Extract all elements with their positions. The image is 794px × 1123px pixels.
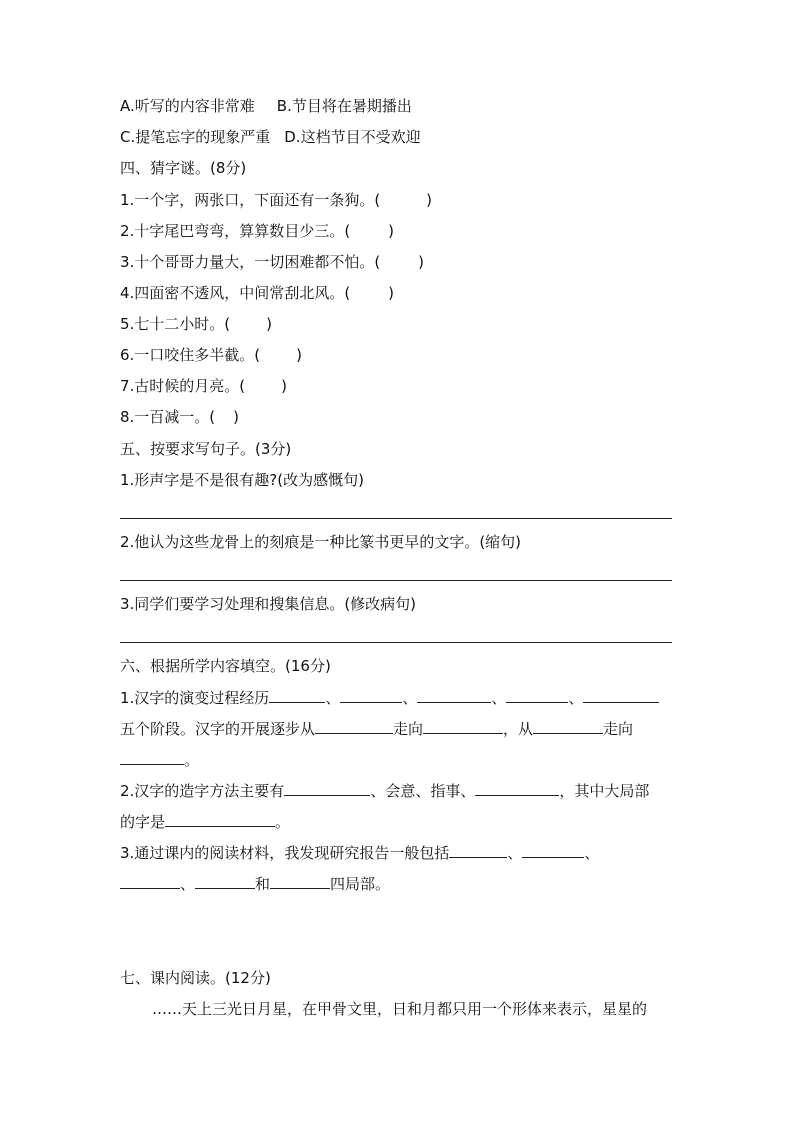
- section-6-heading: 六、根据所学内容填空。(16分): [120, 657, 331, 675]
- fill-blank[interactable]: [533, 719, 603, 734]
- fill-blank[interactable]: [269, 688, 325, 703]
- section-5-heading: 五、按要求写句子。(3分): [120, 440, 292, 458]
- option-c: C.提笔忘字的现象严重: [120, 128, 271, 146]
- reading-passage: ……天上三光日月星，在甲骨文里，日和月都只用一个形体来表示，星星的: [152, 1000, 648, 1018]
- answer-line-3[interactable]: [120, 642, 672, 643]
- fill-q2-line1: 2.汉字的造字方法主要有 、会意、指事、 ，其中大局部: [120, 782, 650, 800]
- fill-q2-line2: 的字是 。: [120, 813, 291, 831]
- option-b: B.节目将在暑期播出: [276, 97, 412, 115]
- riddle-2: 2.十字尾巴弯弯，算算数目少三。( ): [120, 222, 395, 240]
- fill-blank[interactable]: [340, 688, 402, 703]
- sentence-task-2: 2.他认为这些龙骨上的刻痕是一种比篆书更早的文字。(缩句): [120, 533, 522, 551]
- riddle-7: 7.古时候的月亮。( ): [120, 377, 288, 395]
- fill-blank[interactable]: [284, 781, 370, 796]
- fill-blank[interactable]: [475, 781, 559, 796]
- fill-blank[interactable]: [315, 719, 393, 734]
- fill-blank[interactable]: [165, 812, 275, 827]
- riddle-5: 5.七十二小时。( ): [120, 315, 273, 333]
- answer-line-1[interactable]: [120, 518, 672, 519]
- fill-q1-line1: 1.汉字的演变过程经历 、 、 、 、: [120, 688, 659, 708]
- sentence-task-1: 1.形声字是不是很有趣?(改为感慨句): [120, 471, 364, 489]
- fill-q3-line2: 、 和 四局部。: [120, 874, 390, 894]
- sentence-task-3: 3.同学们要学习处理和搜集信息。(修改病句): [120, 595, 417, 613]
- fill-blank[interactable]: [195, 874, 255, 889]
- fill-blank[interactable]: [583, 688, 659, 703]
- choice-row-2: [120, 127, 421, 147]
- section-4-heading: 四、猜字谜。(8分): [120, 159, 247, 177]
- section-7-heading: 七、课内阅读。(12分): [120, 969, 271, 987]
- option-a: A.听写的内容非常难: [120, 97, 255, 115]
- fill-q1-line3: 。: [120, 750, 199, 770]
- riddle-4: 4.四面密不透风，中间常刮北风。( ): [120, 284, 395, 302]
- fill-blank[interactable]: [522, 843, 584, 858]
- choice-row-1: [120, 96, 412, 116]
- fill-q3-line1: 3.通过课内的阅读材料，我发现研究报告一般包括 、 、: [120, 844, 600, 862]
- option-d: D.这档节目不受欢迎: [284, 128, 421, 146]
- riddle-1: 1.一个字，两张口，下面还有一条狗。( ): [120, 191, 433, 209]
- fill-blank[interactable]: [506, 688, 568, 703]
- fill-blank[interactable]: [449, 843, 507, 858]
- fill-blank[interactable]: [270, 874, 330, 889]
- answer-line-2[interactable]: [120, 580, 672, 581]
- fill-blank[interactable]: [120, 750, 184, 765]
- riddle-3: 3.十个哥哥力量大，一切困难都不怕。( ): [120, 253, 425, 271]
- fill-blank[interactable]: [423, 719, 503, 734]
- fill-blank[interactable]: [120, 874, 180, 889]
- fill-q1-line2: 五个阶段。汉字的开展逐步从 走向 ，从 走向: [120, 720, 634, 738]
- riddle-8: 8.一百减一。( ): [120, 408, 240, 426]
- fill-blank[interactable]: [417, 688, 491, 703]
- riddle-6: 6.一口咬住多半截。( ): [120, 346, 303, 364]
